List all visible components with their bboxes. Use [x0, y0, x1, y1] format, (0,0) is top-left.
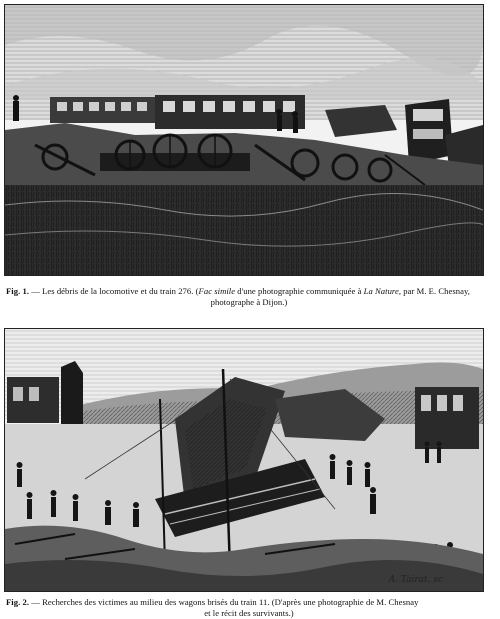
figure-2-caption-line2: et le récit des survivants.) — [204, 608, 294, 618]
figure-1-caption-line2: photographe à Dijon.) — [210, 297, 288, 307]
figure-1-caption-end: , par M. E. Chesnay, — [398, 286, 470, 296]
engraver-signature: A. Tairat. sc — [388, 575, 443, 585]
locomotive-wreck-illustration — [5, 5, 483, 275]
figure-1-caption-italic: Fac simile — [198, 286, 236, 296]
figure-2-engraving — [4, 328, 484, 592]
figure-1-caption — [6, 286, 492, 308]
figure-1-engraving — [4, 4, 484, 276]
figure-2-caption — [6, 597, 492, 619]
figure-2-number: Fig. 2. — [6, 597, 30, 607]
figure-1-caption-text: — Les débris de la locomotive et du train 276. ( — [29, 286, 199, 296]
figure-1-journal-name: La Nature — [363, 286, 399, 296]
figure-2-caption-text: — Recherches des victimes au milieu des wagons brisés du train 11. (D'après une photographie de M. Chesnay — [29, 597, 419, 607]
figure-1-number: Fig. 1. — [6, 286, 30, 296]
figure-1-caption-mid: d'une photographie communiquée à — [235, 286, 364, 296]
wagon-wreck-illustration — [5, 329, 483, 591]
